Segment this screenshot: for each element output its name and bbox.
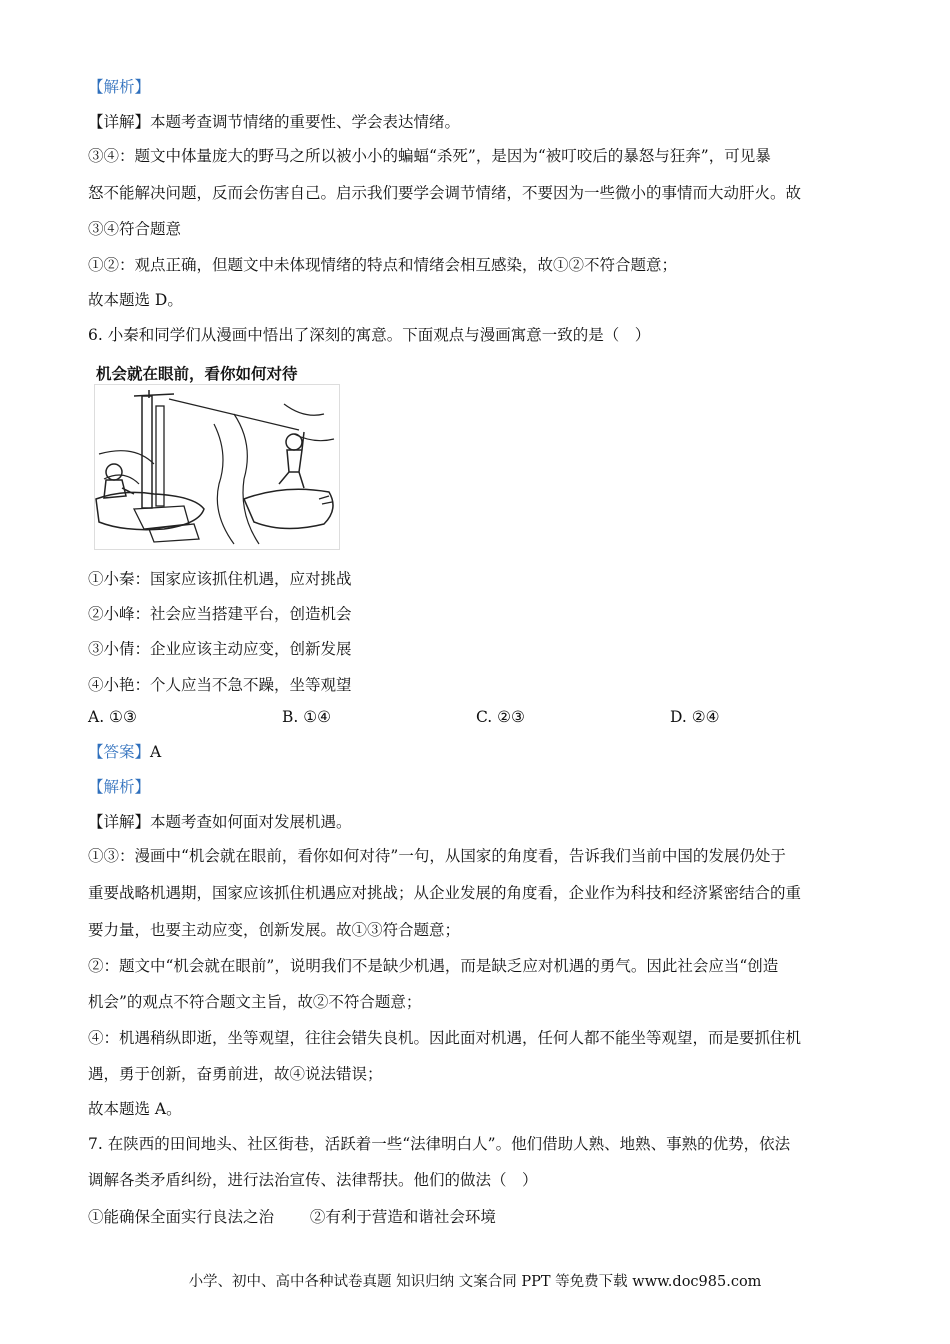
paragraph-line: 故本题选 D。 [88, 291, 183, 309]
statement-1: ①小秦：国家应该抓住机遇，应对挑战 [88, 570, 352, 588]
answer-line [88, 742, 161, 762]
paragraph-line: 机会”的观点不符合题文主旨，故②不符合题意； [88, 993, 422, 1011]
option-a: A. ①③ [88, 708, 137, 726]
paragraph-line: 怒不能解决问题，反而会伤害自己。启示我们要学会调节情绪，不要因为一些微小的事情而大动肝火。故 [88, 184, 802, 202]
detail-text: 本题考查如何面对发展机遇。 [150, 813, 352, 831]
analysis-label: 【解析】 [88, 778, 151, 796]
question-6: 6. 小秦和同学们从漫画中悟出了深刻的寓意。下面观点与漫画寓意一致的是（ ） [88, 326, 651, 344]
paragraph-line: ③④符合题意 [88, 220, 182, 238]
paragraph-line: ①③：漫画中“机会就在眼前，看你如何对待”一句，从国家的角度看，告诉我们当前中国的发展仍处于 [88, 847, 786, 865]
question-7-cont: 调解各类矛盾纠纷，进行法治宣传、法律帮扶。他们的做法（ ） [88, 1171, 538, 1189]
analysis-label: 【解析】 [88, 78, 151, 96]
paragraph-line: ③④：题文中体量庞大的野马之所以被小小的蝙蝠“杀死”，是因为“被叮咬后的暴怒与狂奔”，可见暴 [88, 147, 771, 165]
comic-title: 机会就在眼前，看你如何对待 [96, 365, 298, 383]
detail-text: 本题考查调节情绪的重要性、学会表达情绪。 [150, 113, 461, 131]
detail-tag: 【详解】 [88, 113, 151, 131]
detail-tag: 【详解】 [88, 813, 151, 831]
page-footer: 小学、初中、高中各种试卷真题 知识归纳 文案合同 PPT 等免费下载 www.doc985.com [188, 1274, 762, 1290]
comic-illustration [94, 384, 340, 550]
answer-value: A [150, 743, 162, 761]
answer-tag: 【答案】 [88, 743, 151, 761]
statement-4: ④小艳：个人应当不急不躁，坐等观望 [88, 676, 352, 694]
paragraph-line: 故本题选 A。 [88, 1100, 182, 1118]
paragraph-line: 要力量，也要主动应变，创新发展。故①③符合题意； [88, 921, 461, 939]
statement-3: ③小倩：企业应该主动应变，创新发展 [88, 640, 352, 658]
question-7: 7. 在陕西的田间地头、社区街巷，活跃着一些“法律明白人”。他们借助人熟、地熟、事熟的优势，依法 [88, 1135, 791, 1153]
paragraph-line: 遇，勇于创新，奋勇前进，故④说法错误； [88, 1065, 383, 1083]
detail-line [88, 112, 460, 132]
paragraph-line: ④：机遇稍纵即逝，坐等观望，往往会错失良机。因此面对机遇，任何人都不能坐等观望，而是要抓住机 [88, 1029, 802, 1047]
option-b: B. ①④ [282, 708, 332, 726]
paragraph-line: ②：题文中“机会就在眼前”，说明我们不是缺少机遇，而是缺乏应对机遇的勇气。因此社会应当“创造 [88, 957, 779, 975]
option-d: D. ②④ [670, 708, 720, 726]
paragraph-line: 重要战略机遇期，国家应该抓住机遇应对挑战；从企业发展的角度看，企业作为科技和经济紧密结合的重 [88, 884, 802, 902]
question-7-options: ①能确保全面实行良法之治 ②有利于营造和谐社会环境 [88, 1208, 496, 1226]
statement-2: ②小峰：社会应当搭建平台，创造机会 [88, 605, 352, 623]
option-c: C. ②③ [476, 708, 525, 726]
paragraph-line: ①②：观点正确，但题文中未体现情绪的特点和情绪会相互感染，故①②不符合题意； [88, 256, 678, 274]
detail-line [88, 812, 352, 832]
